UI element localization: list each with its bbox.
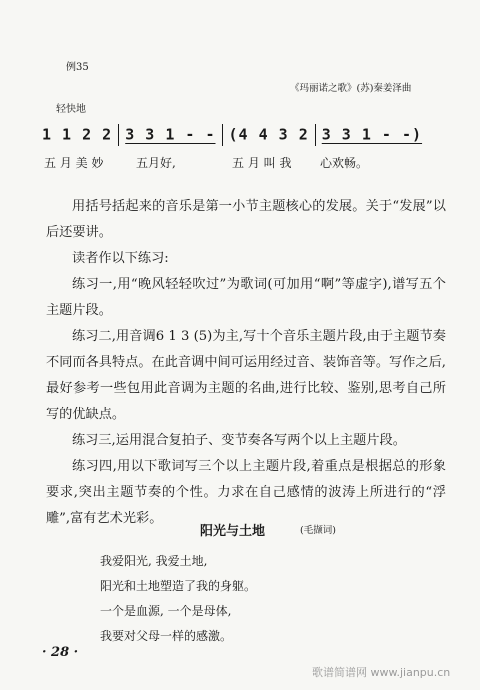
paragraph-exercise-4: 练习四,用以下歌词写三个以上主题片段,着重点是根据总的形象要求,突出主题节奏的个性。力求在自己感情的波涛上所进行的“浮雕”,富有艺术光彩。	[46, 459, 446, 526]
poem-author: (毛撷词)	[300, 525, 336, 536]
measure-3: (4 4 3 2	[228, 125, 309, 144]
lyric-3: 五 月 叫 我	[232, 156, 292, 170]
lyric-1: 五 月 美 妙	[44, 156, 104, 170]
tempo-marking: 轻快地	[56, 104, 86, 115]
lyric-4: 心欢畅。	[320, 156, 369, 170]
watermark: 歌谱简谱网 www.jianpu.cn	[312, 666, 451, 679]
paragraph-exercise-1: 练习一,用“晚风轻轻吹过”为歌词(可加用“啊”等虚字),谱写五个主题片段。	[46, 277, 446, 318]
poem-line: 一个是血源, 一个是母体,	[100, 604, 232, 618]
page-number: · 28 ·	[42, 645, 79, 660]
poem-title: 阳光与土地	[200, 524, 266, 539]
bar-line	[222, 124, 223, 146]
poem-line: 我爱阳光, 我爱土地,	[100, 554, 208, 568]
paragraph-exercise-3: 练习三,运用混合复拍子、变节奏各写两个以上主题片段。	[72, 433, 406, 448]
measure-4: 3 3 1 - -)	[321, 125, 423, 144]
paragraph-development: 用括号括起来的音乐是第一小节主题核心的发展。关于“发展”以后还要讲。	[46, 199, 446, 240]
music-notation	[42, 124, 422, 146]
paragraph-intro: 读者作以下练习:	[72, 251, 169, 266]
bar-line	[118, 124, 119, 146]
bar-line	[315, 124, 316, 146]
source-credit: 《玛丽诺之歌》(苏)秦姜泽曲	[290, 83, 412, 94]
measure-2: 3 3 1 - -	[125, 125, 216, 144]
paragraph-exercise-2: 练习二,用音调6 1 3 (5)为主,写十个音乐主题片段,由于主题节奏不同而各具特点。在此音调中间可运用经过音、装饰音等。写作之后,最好参考一些包用此音调为主题的名曲,进行比较、鉴别,思考自己所写的优缺点。	[46, 329, 446, 422]
measure-1: 1 1 2 2	[42, 125, 113, 144]
example-label: 例35	[66, 62, 89, 73]
lyric-2: 五月好,	[136, 156, 176, 170]
poem-line: 阳光和土地塑造了我的身躯。	[100, 579, 257, 593]
poem-line: 我要对父母一样的感激。	[100, 629, 233, 643]
